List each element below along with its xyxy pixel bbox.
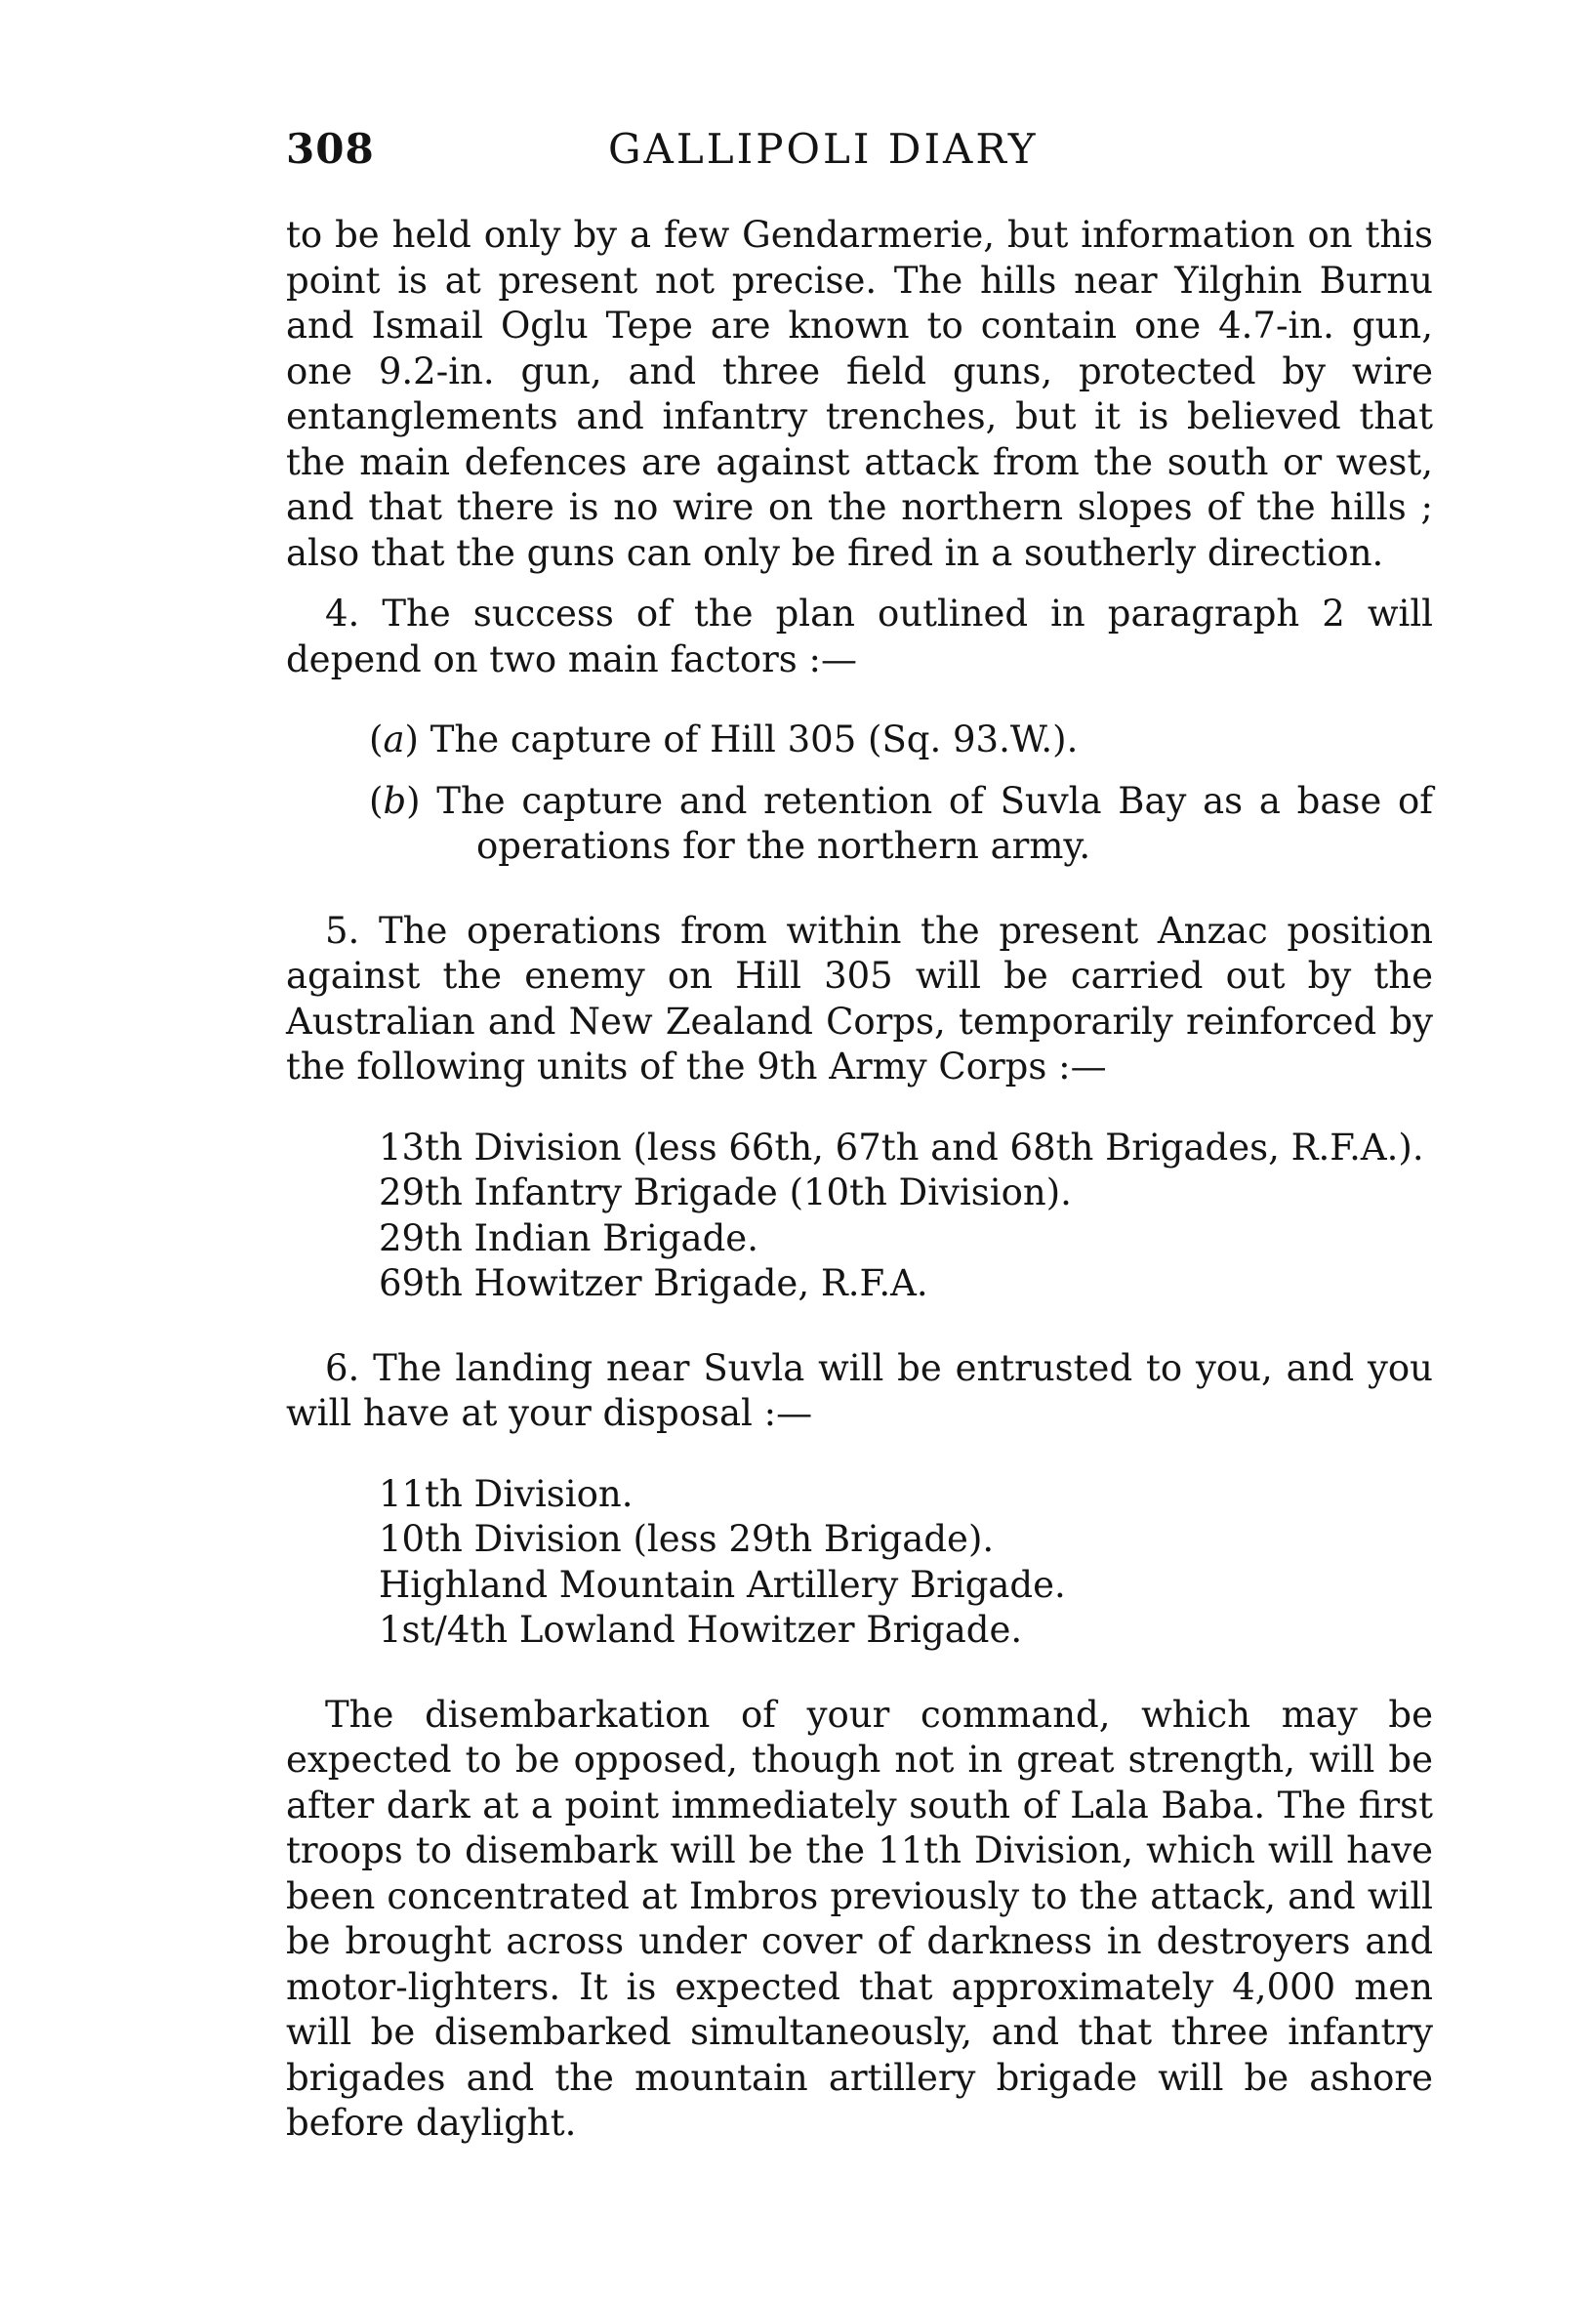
factor-text-a: The capture of Hill 305 (Sq. 93.W.). xyxy=(430,718,1079,760)
page-number: 308 xyxy=(286,125,375,173)
anzac-units-list xyxy=(286,1126,1433,1307)
factor-item-b: (b) The capture and retention of Suvla Bay as a base of operations for the northern army. xyxy=(369,779,1433,867)
factor-marker-b: b xyxy=(383,779,407,822)
list-item: 10th Division (less 29th Brigade). xyxy=(379,1518,995,1560)
factor-text-b: The capture and retention of Suvla Bay as a base of operations for the northern army. xyxy=(436,779,1433,867)
page-header xyxy=(286,125,1433,184)
final-paragraph: The disembarkation of your command, which may be expected to be opposed, though not in great strength, will be after dark at a point immediately south of Lala Baba. The first troops to disembark will be the 11th Division, which will have been concentrated at Imbros previously to the attack, and will be brought across under cover of darkness in destroyers and motor-lighters. It is expected that approximately 4,000 men will be disembarked simultaneously, and that three infantry brigades and the mountain artillery brigade will be ashore before daylight. xyxy=(286,1693,1433,2144)
list-item: 29th Indian Brigade. xyxy=(379,1216,758,1259)
page-body xyxy=(286,213,1433,2147)
factors-list xyxy=(286,718,1433,870)
paragraph-5: 5. The operations from within the present Anzac position against the enemy on Hill 305 will be carried out by the Australian and New Zealand Corps, temporarily reinforced by the following units of the 9th Army Corps :— xyxy=(286,909,1433,1087)
list-item: 11th Division. xyxy=(379,1472,634,1515)
running-title: GALLIPOLI DIARY xyxy=(608,125,1039,173)
list-item: 29th Infantry Brigade (10th Division). xyxy=(379,1171,1072,1213)
paragraph-6: 6. The landing near Suvla will be entrusted to you, and you will have at your disposal :— xyxy=(286,1346,1433,1434)
suvla-units-list xyxy=(286,1472,1433,1654)
list-item: 69th Howitzer Brigade, R.F.A. xyxy=(379,1262,928,1304)
paragraph-4: 4. The success of the plan outlined in paragraph 2 will depend on two main factors :— xyxy=(286,593,1433,680)
intro-paragraph: to be held only by a few Gendarmerie, but information on this point is at present not precise. The hills near Yilghin Burnu and Ismail Oglu Tepe are known to contain one 4.7-in. gun, one 9.2-in. gun, and three field guns, protected by wire entanglements and infantry trenches, but it is believed that the main defences are against attack from the south or west, and that there is no wire on the northern slopes of the hills ; also that the guns can only be fired in a southerly direction. xyxy=(286,214,1433,574)
factor-item-a: (a) The capture of Hill 305 (Sq. 93.W.). xyxy=(369,718,1079,760)
list-item: Highland Mountain Artillery Brigade. xyxy=(379,1563,1066,1606)
factor-marker-a: a xyxy=(383,718,405,760)
list-item: 1st/4th Lowland Howitzer Brigade. xyxy=(379,1609,1023,1651)
list-item: 13th Division (less 66th, 67th and 68th Brigades, R.F.A.). xyxy=(379,1126,1424,1169)
